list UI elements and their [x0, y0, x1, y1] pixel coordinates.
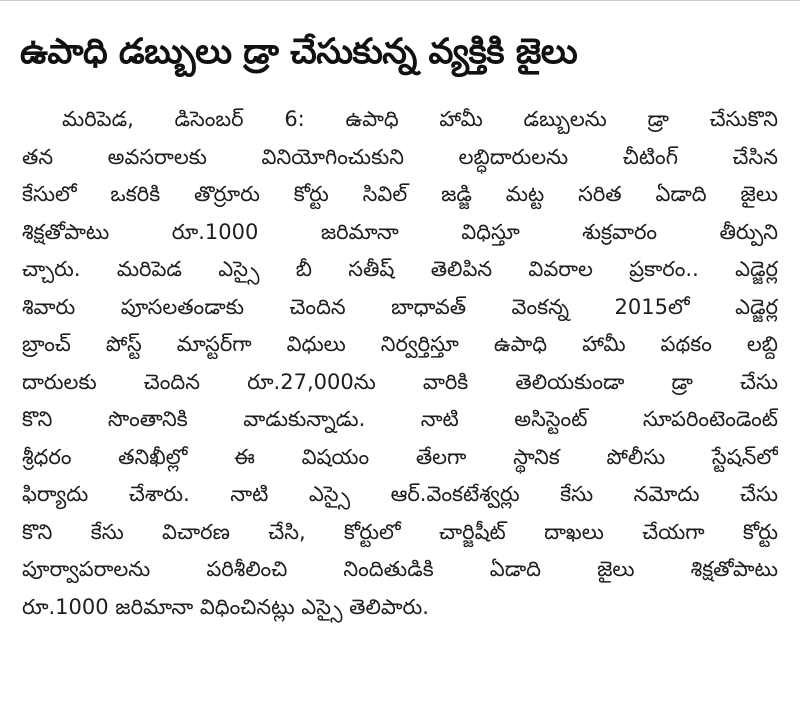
- article-body: [22, 101, 778, 626]
- article-line: ఫిర్యాదు చేశారు. నాటి ఎస్సై ఆర్.వెంకటేశ్వర్లు కేసు నమోదు చేసు: [22, 482, 778, 506]
- article-line: చ్చారు. మరిపెడ ఎస్సై బీ సతీష్ తెలిపిన వివరాల ప్రకారం.. ఎడ్జెర్ల: [22, 257, 778, 281]
- article-line: మరిపెడ, డిసెంబర్ 6: ఉపాధి హామీ డబ్బులను డ్రా చేసుకొని: [62, 107, 778, 131]
- article-line: శివారు పూసలతండాకు చెందిన బాధావత్ వెంకన్న 2015లో ఎడ్జెర్ల: [22, 294, 778, 319]
- article-line: దారులకు చెందిన రూ.27,000ను వారికి తెలియకుండా డ్రా చేసు: [22, 369, 778, 394]
- article-line: బ్రాంచ్ పోస్ట్ మాస్టర్‌గా విధులు నిర్వర్తిస్తూ ఉపాధి హామీ పథకం లబ్ది: [22, 332, 778, 356]
- article-line: తన అవసరాలకు వినియోగించుకుని లబ్ధిదారులను చీటింగ్ చేసిన: [22, 144, 778, 169]
- article-line: శ్రీధరం తనిఖీల్లో ఈ విషయం తేలగా స్థానిక పోలీసు స్టేషన్‌లో: [22, 444, 778, 469]
- article-headline: ఉపాధి డబ్బులు డ్రా చేసుకున్న వ్యక్తికి జైలు: [20, 32, 578, 72]
- article-line: కేసులో ఒకరికి తొర్రూరు కోర్టు సివిల్ జడ్జి మట్ట సరిత ఏడాది జైలు: [22, 182, 778, 206]
- article-line: రూ.1000 జరిమానా విధించినట్లు ఎస్సై తెలిపారు.: [22, 594, 429, 619]
- article-line: శిక్షతోపాటు రూ.1000 జరిమానా విధిస్తూ శుక్రవారం తీర్పుని: [22, 219, 778, 244]
- article-line: కొని సొంతానికి వాడుకున్నాడు. నాటి అసిస్టెంట్ సూపరింటెండెంట్: [22, 407, 778, 431]
- article-line: పూర్వాపరాలను పరిశీలించి నిందితుడికి ఏడాది జైలు శిక్షతోపాటు: [22, 557, 778, 581]
- article-line: కొని కేసు విచారణ చేసి, కోర్టులో చార్జిషీట్ దాఖలు చేయగా కోర్టు: [22, 519, 778, 544]
